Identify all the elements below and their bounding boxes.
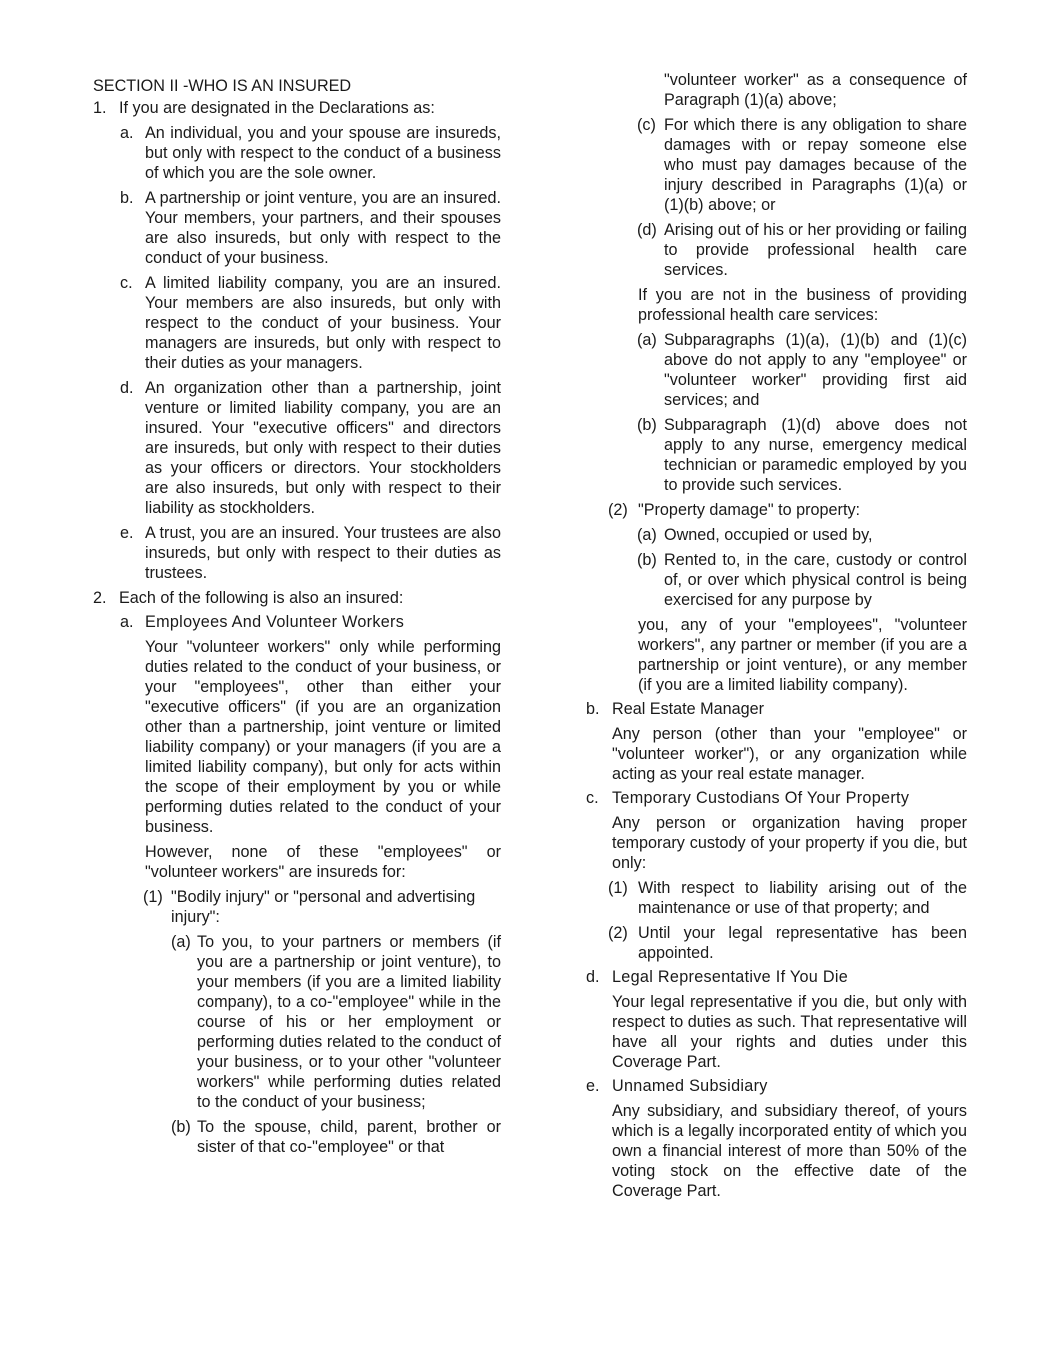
item-2a-body: Your "volunteer workers" only while performing duties related to the conduct of your business, or your "employees", other than either your "executive officers" (if you are an organization other than a partnership, joint venture or limited liability company) or your managers (if you are a limited liability company), but only for acts within the scope of their employment by you or while performing duties related to the conduct of your business. [145,638,501,836]
item-2c-heading-text: Temporary Custodians Of Your Property [612,789,910,807]
item-1-text: If you are designated in the Declarations as: [119,99,435,117]
item-2a-1c-text: For which there is any obligation to share damages with or repay someone else who must pay damages because of the injury described in Paragraphs (1)(a) or (1)(b) above; or [664,116,967,214]
item-2e-heading [586,1076,967,1096]
item-2a-1b-text: To the spouse, child, parent, brother or sister of that co-"employee" or that [197,1118,501,1156]
health-care-b-label: (b) [637,416,657,434]
item-1e [93,523,501,583]
item-1a [93,123,501,183]
item-2 [93,588,501,608]
if-not-health-care-text: If you are not in the business of providing professional health care services: [638,286,967,324]
item-2a-1c-label: (c) [637,116,656,134]
item-2-label: 2. [93,589,107,607]
item-2a-1-label: (1) [143,888,163,906]
right-column [586,70,967,1201]
item-1b-label: b. [120,189,134,207]
item-2a-heading-text: Employees And Volunteer Workers [145,613,405,631]
item-2d-heading [586,967,967,987]
item-1d-text: An organization other than a partnership, joint venture or limited liability company, you are an insured. Your "executive officers" and directors are insureds, but only with respect to their duties as your officers or directors. Your stockholders are also insureds, but only with respect to their liability as stockholders. [145,379,501,517]
item-2b-label: b. [586,700,600,718]
item-1b [93,188,501,268]
item-2-text: Each of the following is also an insured: [119,589,404,607]
health-care-a-text: Subparagraphs (1)(a), (1)(b) and (1)(c) above do not apply to any "employee" or "volunteer worker" providing first aid services; and [664,331,967,409]
item-2a-1a [93,932,501,1112]
item-1e-text: A trust, you are an insured. Your trustees are also insureds, but only with respect to their duties as trustees. [145,524,501,582]
item-2a-however: However, none of these "employees" or "volunteer workers" are insureds for: [145,843,501,881]
item-2c-1-label: (1) [608,879,628,897]
item-2a-1b-continued: "volunteer worker" as a consequence of Paragraph (1)(a) above; [664,71,967,109]
item-2a-1b-label: (b) [171,1118,191,1136]
item-2c-1-text: With respect to liability arising out of the maintenance or use of that property; and [638,879,967,917]
item-2e-body: Any subsidiary, and subsidiary thereof, of yours which is a legally incorporated entity of which you own a financial interest of more than 50% of the voting stock on the effective date of the Coverage Part. [612,1102,967,1200]
item-2d-heading-text: Legal Representative If You Die [612,968,849,986]
section-title: SECTION II -WHO IS AN INSURED [93,77,352,95]
item-2c-1 [586,878,967,918]
item-1e-label: e. [120,524,134,542]
item-2c-heading [586,788,967,808]
item-2b-body: Any person (other than your "employee" or "volunteer worker"), or any organization while acting as your real estate manager. [612,725,967,783]
health-care-a [586,330,967,410]
item-1-label: 1. [93,99,107,117]
item-2a-2b [586,550,967,610]
item-2a-2-text: "Property damage" to property: [638,501,861,519]
item-2a-1-text: "Bodily injury" or "personal and advertising injury": [171,888,476,926]
item-2a-1 [93,887,501,927]
item-2a-1b [93,1117,501,1157]
item-1a-text: An individual, you and your spouse are insureds, but only with respect to the conduct of a business of which you are the sole owner. [145,124,501,182]
item-2d-label: d. [586,968,600,986]
item-2a-1d-label: (d) [637,221,657,239]
health-care-a-label: (a) [637,331,657,349]
item-2c-2 [586,923,967,963]
item-2a-2b-text: Rented to, in the care, custody or control of, or over which physical control is being exercised for any purpose by [664,551,967,609]
item-1d-label: d. [120,379,134,397]
item-2a-1d-text: Arising out of his or her providing or failing to provide professional health care services. [664,221,967,279]
left-column [93,70,501,1157]
item-2e-heading-text: Unnamed Subsidiary [612,1077,768,1095]
item-1d [93,378,501,518]
item-2a-1a-text: To you, to your partners or members (if you are a partnership or joint venture), to your members (if you are a limited liability company), to a co-"employee" while in the course of his or her employment or performing duties related to the conduct of your business, or to your other "volunteer workers" while performing duties related to the conduct of your business; [197,933,501,1111]
item-2b-heading-text: Real Estate Manager [612,700,765,718]
item-2a-2-tail: you, any of your "employees", "volunteer workers", any partner or member (if you are a partnership or joint venture), or any member (if you are a limited liability company). [638,616,967,694]
item-2a-2a-text: Owned, occupied or used by, [664,526,873,544]
health-care-b [586,415,967,495]
item-2c-body: Any person or organization having proper temporary custody of your property if you die, but only: [612,814,967,872]
item-2a-2a [586,525,967,545]
item-2c-2-label: (2) [608,924,628,942]
item-2a-2-label: (2) [608,501,628,519]
item-2a-1a-label: (a) [171,933,191,951]
item-2b-heading [586,699,967,719]
item-2a-1d [586,220,967,280]
item-1a-label: a. [120,124,134,142]
item-2e-label: e. [586,1077,600,1095]
item-2d-body: Your legal representative if you die, but only with respect to duties as such. That representative will have all your rights and duties under this Coverage Part. [612,993,967,1071]
health-care-b-text: Subparagraph (1)(d) above does not apply to any nurse, emergency medical technician or paramedic employed by you to provide such services. [664,416,967,494]
item-2a-2a-label: (a) [637,526,657,544]
item-2a-2b-label: (b) [637,551,657,569]
item-2a-heading [93,612,501,632]
item-2c-2-text: Until your legal representative has been appointed. [638,924,967,962]
item-2a-2 [586,500,967,520]
item-1 [93,98,501,118]
item-1c [93,273,501,373]
item-1c-label: c. [120,274,133,292]
item-1c-text: A limited liability company, you are an insured. Your members are also insureds, but only with respect to the conduct of your business. Your managers are insureds, but only with respect to their duties as your managers. [145,274,501,372]
item-2c-label: c. [586,789,599,807]
item-2a-label: a. [120,613,134,631]
item-1b-text: A partnership or joint venture, you are an insured. Your members, your partners, and their spouses are also insureds, but only with respect to the conduct of your business. [145,189,501,267]
item-2a-1c [586,115,967,215]
